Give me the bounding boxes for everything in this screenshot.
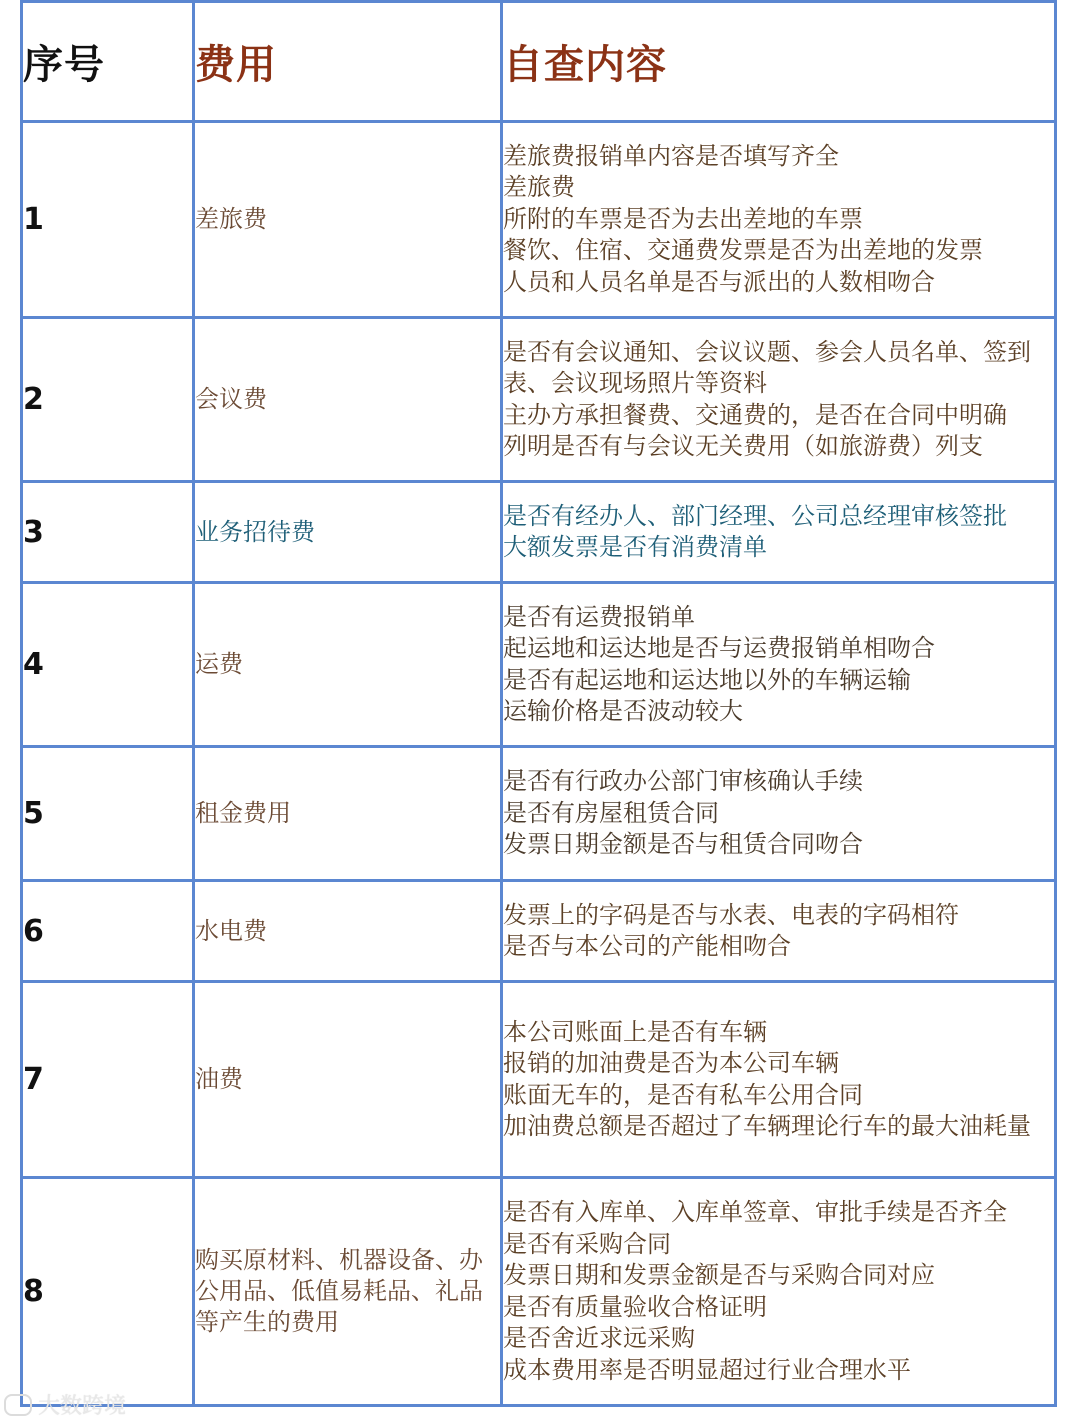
table-row	[22, 122, 1056, 318]
row-number: 8	[22, 1178, 194, 1406]
check-line: 加油费总额是否超过了车辆理论行车的最大油耗量	[503, 1112, 1031, 1140]
check-line: 账面无车的，是否有私车公用合同	[503, 1080, 863, 1109]
fee-name: 运费	[194, 583, 502, 747]
check-content	[502, 982, 1056, 1178]
check-line: 是否有会议通知、会议议题、参会人员名单、签到表、会议现场照片等资料	[503, 337, 1031, 397]
table-row	[22, 881, 1056, 982]
check-line: 是否有房屋租赁合同	[503, 798, 719, 827]
check-line: 主办方承担餐费、交通费的，是否在合同中明确	[503, 400, 1007, 429]
fee-name: 油费	[194, 982, 502, 1178]
check-content	[502, 583, 1056, 747]
check-line: 所附的车票是否为去出差地的车票	[503, 204, 863, 233]
fee-name: 业务招待费	[194, 482, 502, 583]
check-line: 运输价格是否波动较大	[503, 697, 743, 725]
watermark-text: 大数跨境	[38, 1394, 127, 1419]
fee-name: 租金费用	[194, 747, 502, 881]
watermark-logo-icon	[4, 1394, 32, 1416]
row-number: 7	[22, 982, 194, 1178]
table-row	[22, 982, 1056, 1178]
table-row	[22, 583, 1056, 747]
row-number: 1	[22, 122, 194, 318]
check-content	[502, 1178, 1056, 1406]
check-line: 发票日期和发票金额是否与采购合同对应	[503, 1261, 935, 1289]
check-content	[502, 482, 1056, 583]
check-line: 成本费用率是否明显超过行业合理水平	[503, 1355, 911, 1384]
row-number: 6	[22, 881, 194, 982]
check-line: 是否有起运地和运达地以外的车辆运输	[503, 665, 911, 694]
check-line: 差旅费报销单内容是否填写齐全	[503, 141, 839, 170]
header-fee: 费用	[194, 2, 502, 122]
header-row	[22, 2, 1056, 122]
fee-name: 差旅费	[194, 122, 502, 318]
watermark	[4, 1389, 126, 1420]
header-check: 自查内容	[502, 2, 1056, 122]
fee-name: 会议费	[194, 318, 502, 482]
check-line: 发票上的字码是否与水表、电表的字码相符	[503, 900, 959, 929]
check-content	[502, 747, 1056, 881]
check-line: 本公司账面上是否有车辆	[503, 1017, 767, 1046]
table-row	[22, 482, 1056, 583]
header-no: 序号	[22, 2, 194, 122]
check-content	[502, 122, 1056, 318]
check-line: 大额发票是否有消费清单	[503, 533, 767, 561]
check-line: 是否有质量验收合格证明	[503, 1292, 767, 1321]
check-content	[502, 881, 1056, 982]
row-number: 5	[22, 747, 194, 881]
check-line: 餐饮、住宿、交通费发票是否为出差地的发票	[503, 236, 983, 265]
table-row	[22, 1178, 1056, 1406]
fee-name: 水电费	[194, 881, 502, 982]
check-line: 差旅费	[503, 173, 575, 202]
check-line: 是否与本公司的产能相吻合	[503, 932, 791, 960]
fee-name: 购买原材料、机器设备、办公用品、低值易耗品、礼品等产生的费用	[194, 1178, 502, 1406]
check-line: 是否舍近求远采购	[503, 1324, 695, 1352]
table-row	[22, 747, 1056, 881]
check-line: 是否有运费报销单	[503, 602, 695, 631]
check-line: 是否有行政办公部门审核确认手续	[503, 767, 863, 796]
check-content	[502, 318, 1056, 482]
table-row	[22, 318, 1056, 482]
check-line: 是否有入库单、入库单签章、审批手续是否齐全	[503, 1198, 1007, 1226]
check-line: 起运地和运达地是否与运费报销单相吻合	[503, 634, 935, 662]
check-line: 列明是否有与会议无关费用（如旅游费）列支	[503, 432, 983, 460]
row-number: 4	[22, 583, 194, 747]
row-number: 3	[22, 482, 194, 583]
check-line: 发票日期金额是否与租赁合同吻合	[503, 830, 863, 859]
check-line: 人员和人员名单是否与派出的人数相吻合	[503, 267, 935, 296]
audit-checklist-table	[20, 0, 1057, 1407]
check-line: 是否有经办人、部门经理、公司总经理审核签批	[503, 501, 1007, 530]
row-number: 2	[22, 318, 194, 482]
check-line: 是否有采购合同	[503, 1229, 671, 1258]
check-line: 报销的加油费是否为本公司车辆	[503, 1049, 839, 1077]
